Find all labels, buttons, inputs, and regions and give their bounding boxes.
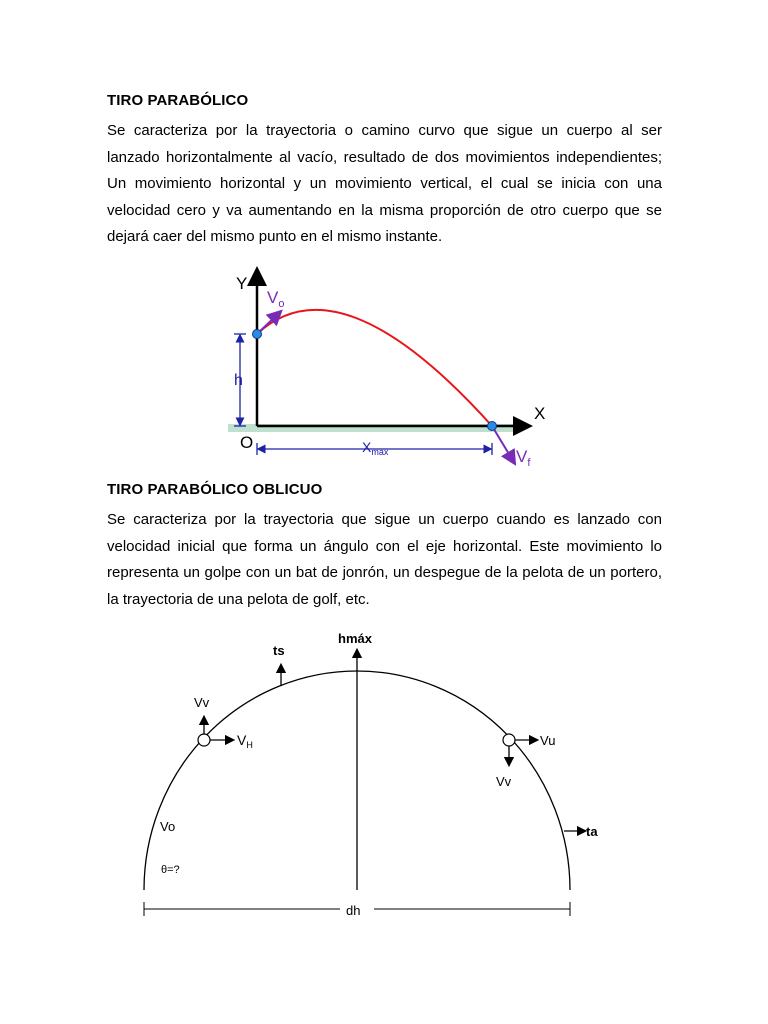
section-paragraph-tiro-parabolico: Se caracteriza por la trayectoria o camino curvo que sigue un cuerpo al ser lanzado horizontalmente al vacío, resultado de dos movimientos independientes; Un movimiento horizontal y un movimiento vertical, el cual se inicia con una velocidad cero y va aumentando en la misma proporción de otro cuerpo que se dejará caer del mismo punto en el mismo instante.: [107, 122, 662, 245]
right-vv-label: Vv: [496, 774, 512, 789]
ta-label: ta: [586, 824, 598, 839]
right-object-circle: [503, 734, 515, 746]
left-vv-label: Vv: [194, 695, 210, 710]
y-axis-label: Y: [236, 274, 248, 293]
section-title-tiro-parabolico-oblicuo: TIRO PARABÓLICO OBLICUO: [107, 481, 323, 498]
horizontal-launch-diagram: [220, 262, 560, 472]
initial-velocity-label: $V_o$: [267, 288, 285, 310]
launch-point: [253, 330, 262, 339]
left-vh-label: $V_H$: [237, 732, 253, 750]
xmax-label: $X_{máx}$: [362, 439, 389, 457]
final-velocity-label: $V_f$: [516, 447, 531, 469]
section-title-tiro-parabolico: TIRO PARABÓLICO: [107, 92, 249, 109]
hmax-label: hmáx: [338, 631, 372, 646]
ts-label: ts: [273, 643, 285, 658]
dh-label: dh: [346, 903, 361, 918]
theta-label: θ=?: [161, 864, 180, 876]
vo-label: Vo: [160, 819, 176, 834]
height-label: h: [234, 372, 243, 389]
section-paragraph-tiro-parabolico-oblicuo: Se caracteriza por la trayectoria que sigue un cuerpo cuando es lanzado con velocidad inicial que forma un ángulo con el eje horizontal. Este movimiento lo representa un golpe con un bat de jonrón, un despegue de la pelota de un portero, la trayectoria de una pelota de golf, etc.: [107, 511, 662, 608]
right-vu-label: Vu: [540, 733, 556, 748]
origin-label: O: [240, 433, 254, 452]
x-axis-label: X: [534, 404, 546, 423]
trajectory-curve: [257, 310, 492, 426]
left-object-circle: [198, 734, 210, 746]
oblique-launch-diagram: [130, 620, 610, 935]
landing-point: [488, 422, 497, 431]
